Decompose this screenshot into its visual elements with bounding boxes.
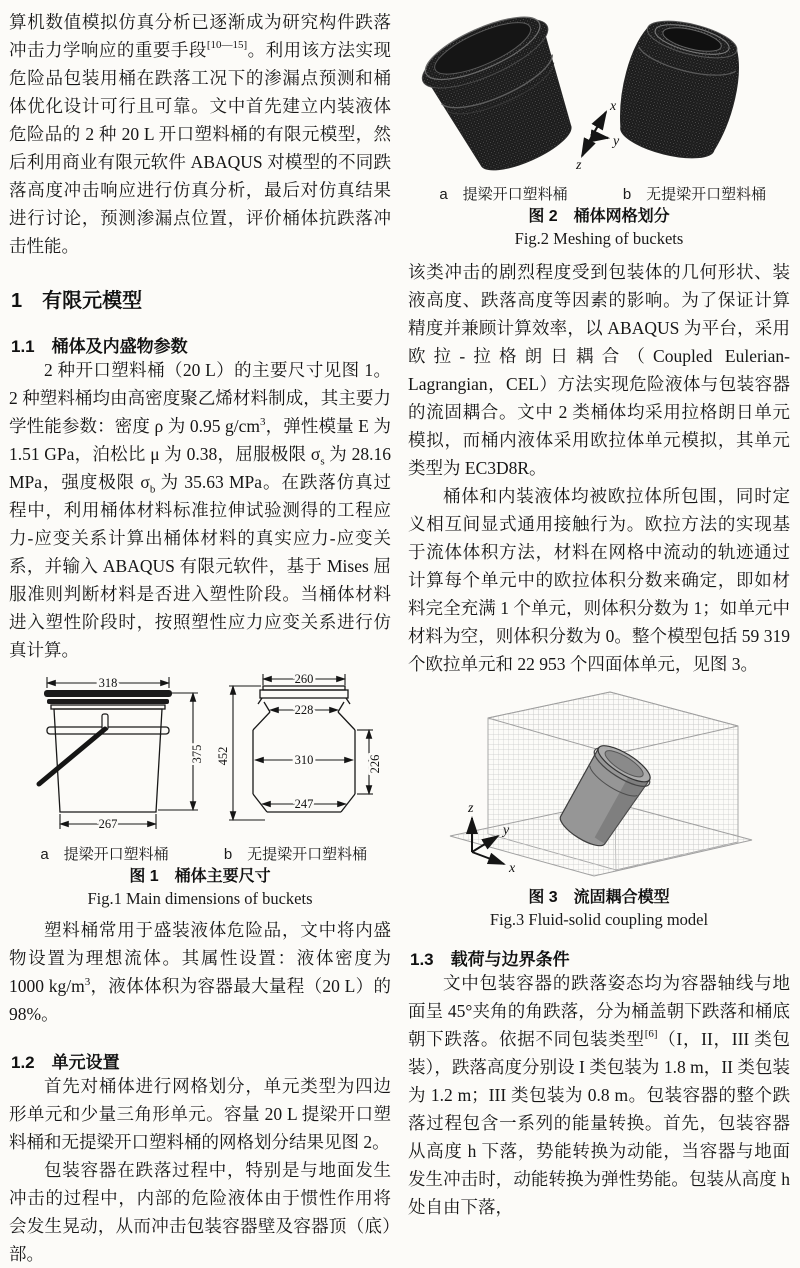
dim-b-body: 310 [294,753,314,767]
figure-1-label-a: a 提梁开口塑料桶 [40,846,169,863]
figure-3-image [408,684,790,880]
figure-1-caption-en: Fig.1 Main dimensions of buckets [87,889,313,908]
intro-paragraph [9,8,391,260]
figure-2-label-b: b 无提梁开口塑料桶 [622,186,767,203]
left-column [9,8,391,1268]
fig3-axis-x-label: x [509,861,516,876]
fig2-axis-z-label: z [576,158,582,173]
load-text-1: 文中包装容器的跌落姿态均为容器轴线与地面呈 45°夹角的角跌落，分为桶盖朝下跌落和桶底朝下跌落。依据不同包装类型 [408,973,790,1049]
subscript-b: b [149,483,156,496]
figure-3-caption-en: Fig.3 Fluid-solid coupling model [489,910,709,929]
material-text-2: ，弹性模量 E 为 1.51 GPa，泊松比 μ 为 0.38，屈服极限 σ [9,416,391,464]
dim-b-height: 452 [216,746,230,766]
figure-1-caption-zh: 图 1 桶体主要尺寸 [129,868,271,885]
citation-ref-6: [6] [644,1028,658,1041]
fig3-axis-z-label: z [468,801,474,816]
figure-2-sublabels [408,185,790,204]
meshed-bucket-a [412,8,594,180]
fig2-axis-x-label: x [610,99,617,114]
liquid-text-1: 塑料桶常用于盛装液体危险品，文中将内盛物设置为理想流体。其属性设置：液体密度为 1000 kg/m [9,920,391,996]
figure-2-label-a: a 提梁开口塑料桶 [439,186,568,203]
dim-a-bottom: 267 [98,817,118,831]
fig3-axis-y-label: y [503,823,510,838]
load-paragraph [408,969,790,1221]
citation-ref-10-15: [10—15] [206,39,248,52]
cel-paragraph: 该类冲击的剧烈程度受到包装体的几何形状、装液高度、跌落高度等因素的影响。为了保证计算精度并兼顾计算效率，以 ABAQUS 为平台，采用欧拉-拉格朗日耦合（Coupled Eulerian-Lagrangian，CEL）方法实现危险液体与包装容器的流固耦合。文中 2 类桶体均采用拉格朗日单元模拟，而桶内液体采用欧拉体单元模拟，其单元类型为 EC3D8R。 [408,262,790,478]
liquid-paragraph [9,916,391,1028]
figure-1 [9,672,391,909]
right-column [408,8,790,1268]
figure-1-label-b: b 无提梁开口塑料桶 [223,846,368,863]
section-1-1-heading: 1.1 桶体及内盛物参数 [11,337,188,356]
dim-b-bottom: 247 [294,797,314,811]
dim-a-height: 375 [190,744,204,764]
dim-b-neck: 228 [294,703,314,717]
dim-b-body-height: 226 [368,754,382,774]
fig2-axis-y-label: y [613,134,620,149]
figure-2-image [408,8,790,180]
liquid-text-2: ，液体体积为容器最大量程（20 L）的 98%。 [9,976,391,1024]
impact-paragraph: 包装容器在跌落过程中，特别是与地面发生冲击的过程中，内部的危险液体由于惯性作用将会发生晃动，从而冲击包装容器壁及容器顶（底）部。 [9,1160,391,1264]
dim-b-top: 260 [294,672,314,686]
meshed-bucket-b [610,11,750,167]
bucket-b-drawing [216,672,382,820]
figure-3 [408,684,790,930]
euler-paragraph: 桶体和内装液体均被欧拉体所包围，同时定义相互间显式通用接触行为。欧拉方法的实现基于流体体积方法，材料在网格中流动的轨迹通过计算每个单元中的欧拉体积分数来确定，即如材料完全充满 1 个单元，则体积分数为 1；如单元中材料为空，则体积分数为 0。整个模型包括 59 319 个欧拉单元和 22 953 个四面体单元，见图 3。 [408,486,790,674]
load-text-2: （I，II，III 类包装），跌落高度分别设 I 类包装为 1.8 m，II 类包装为 1.2 m；III 类包装为 0.8 m。包装容器的整个跌落过程包含一系列的能量转换。首先，包装容器从高度 h 下落，势能转换为动能，当容器与地面发生冲击时，动能转换为弹性势能。包装从高度 h 处自由下落， [408,1029,791,1217]
dim-a-top: 318 [98,676,118,690]
intro-text-1: 算机数值模拟仿真分析已逐渐成为研究构件跌落冲击力学响应的重要手段 [9,12,391,60]
meshing-paragraph: 首先对桶体进行网格划分，单元类型为四边形单元和少量三角形单元。容量 20 L 提梁开口塑料桶和无提梁开口塑料桶的网格划分结果见图 2。 [9,1076,391,1152]
section-1-3-heading: 1.3 载荷与边界条件 [410,950,570,969]
bucket-a-drawing [39,676,204,831]
material-text-3: 为 28.16 MPa，强度极限 σ [9,444,392,492]
section-1-heading: 1 有限元模型 [11,290,143,312]
figure-1-sublabels [9,845,391,864]
superscript-3b: 3 [84,976,91,989]
material-text-4: 为 35.63 MPa。在跌落仿真过程中，利用桶体材料标准拉伸试验测得的工程应力-应变关系计算出桶体材料的真实应力-应变关系，并输入 ABAQUS 有限元软件，基于 Mises 屈服准则判断材料是否进入塑性阶段。当桶体材料进入塑性阶段时，按照塑性应力应变关系进行仿真计算。 [9,472,391,660]
figure-2-caption-en: Fig.2 Meshing of buckets [514,229,684,248]
subscript-s: s [320,455,325,468]
section-1-2-heading: 1.2 单元设置 [11,1053,120,1072]
axis-triad-icon [575,99,620,173]
figure-1-drawing [11,672,389,840]
bucket-handle [39,729,105,784]
figure-3-caption-zh: 图 3 流固耦合模型 [528,889,670,906]
superscript-3: 3 [260,416,266,429]
figure-2-caption-zh: 图 2 桶体网格划分 [528,208,670,225]
material-paragraph [9,356,391,664]
intro-text-2: 。利用该方法实现危险品包装用桶在跌落工况下的渗漏点预测和桶体优化设计可行且可靠。文中首先建立内装液体危险品的 2 种 20 L 开口塑料桶的有限元模型，然后利用商业有限元软件 ABAQUS 对模型的不同跌落高度冲击响应进行仿真分析，最后对仿真结果进行讨论，预测渗漏点位置，评价桶体抗跌落冲击性能。 [9,40,392,256]
figure-2 [408,8,790,249]
material-text-1: 2 种开口塑料桶（20 L）的主要尺寸见图 1。2 种塑料桶均由高密度聚乙烯材料制成，其主要力学性能参数：密度 ρ 为 0.95 g/cm [9,360,391,436]
